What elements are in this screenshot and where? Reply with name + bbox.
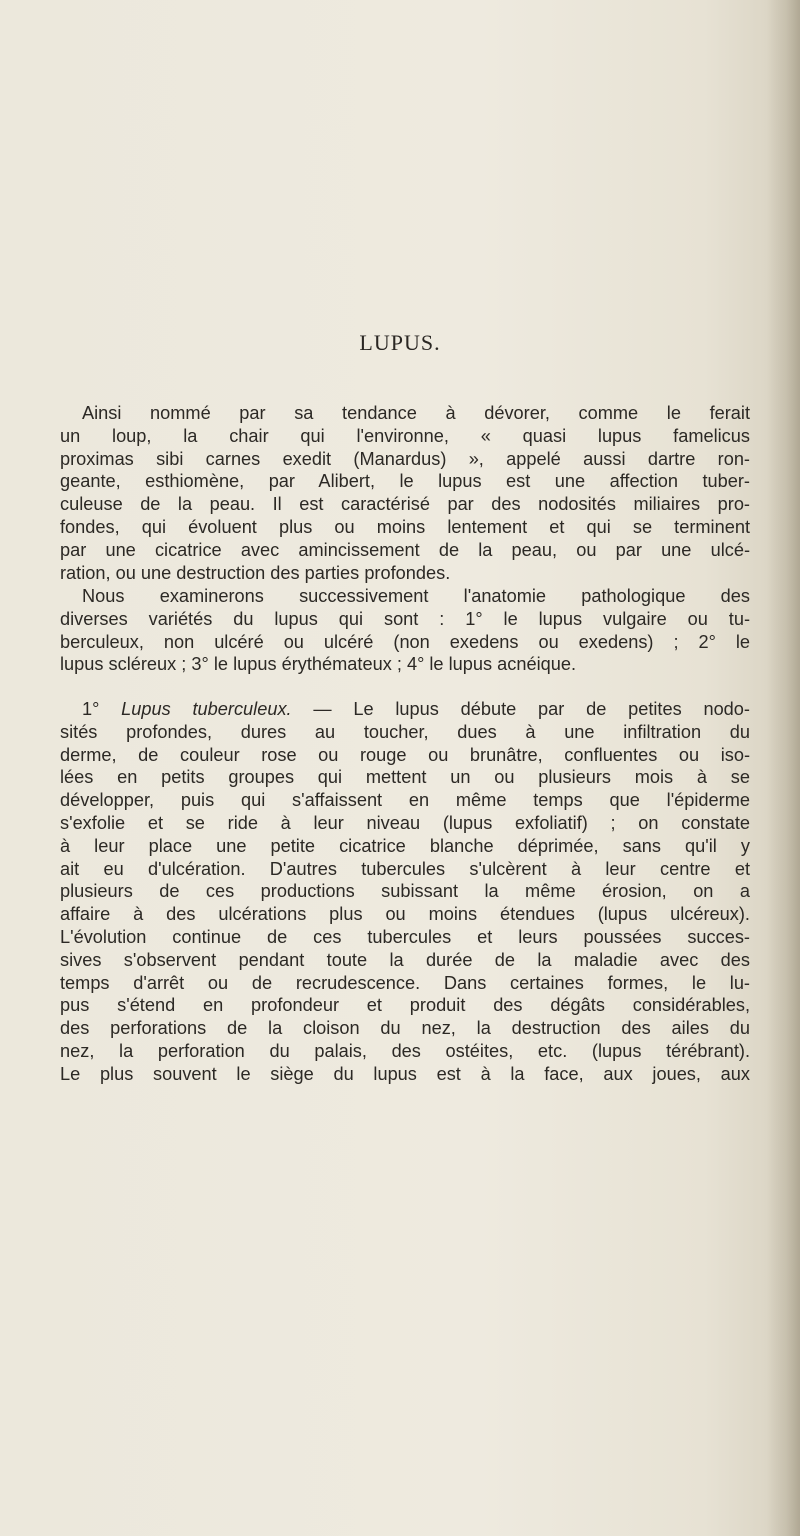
text-line: diverses variétés du lupus qui sont : 1° le lupus vulgaire ou tu- bbox=[60, 608, 750, 629]
text-line: par une cicatrice avec amincissement de la peau, ou par une ulcé- bbox=[60, 539, 750, 560]
text-line: affaire à des ulcérations plus ou moins étendues (lupus ulcéreux). bbox=[60, 904, 750, 925]
text-line: geante, esthiomène, par Alibert, le lupus est une affection tuber- bbox=[60, 471, 750, 492]
text-line: lupus scléreux ; 3° le lupus érythémateux ; 4° le lupus acnéique. bbox=[60, 654, 577, 675]
text-line: Ainsi nommé par sa tendance à dévorer, comme le ferait bbox=[82, 403, 750, 423]
text-line: culeuse de la peau. Il est caractérisé par des nodosités miliaires pro- bbox=[60, 494, 750, 515]
page-heading: LUPUS. bbox=[359, 330, 441, 355]
text-line: développer, puis qui s'affaissent en même temps que l'épiderme bbox=[60, 790, 750, 811]
text-line: fondes, qui évoluent plus ou moins lentement et qui se terminent bbox=[60, 516, 750, 537]
text-line: sives s'observent pendant toute la durée de la maladie avec des bbox=[60, 949, 750, 970]
text-line: s'exfolie et se ride à leur niveau (lupus exfoliatif) ; on constate bbox=[60, 812, 750, 833]
text-line: plusieurs de ces productions subissant la même érosion, on a bbox=[60, 881, 750, 902]
text-line: temps d'arrêt ou de recrudescence. Dans certaines formes, le lu- bbox=[60, 972, 750, 993]
section-number: 1° bbox=[82, 699, 100, 719]
paragraph-varieties bbox=[60, 585, 750, 676]
paragraph-lupus-tuberculeux bbox=[60, 698, 750, 1086]
text-line: pus s'étend en profondeur et produit des dégâts considérables, bbox=[60, 995, 750, 1016]
text-line: un loup, la chair qui l'environne, « quasi lupus famelicus bbox=[60, 425, 750, 446]
text-line: nez, la perforation du palais, des ostéites, etc. (lupus térébrant). bbox=[60, 1040, 750, 1061]
text-line: derme, de couleur rose ou rouge ou brunâtre, confluentes ou iso- bbox=[60, 744, 750, 765]
text-line: ait eu d'ulcération. D'autres tubercules s'ulcèrent à leur centre et bbox=[60, 858, 750, 879]
text-line: Nous examinerons successivement l'anatomie pathologique des bbox=[82, 586, 750, 606]
text-line: L'évolution continue de ces tubercules et leurs poussées succes- bbox=[60, 926, 750, 947]
text-line: à leur place une petite cicatrice blanche déprimée, sans qu'il y bbox=[60, 835, 750, 856]
text-line: berculeux, non ulcéré ou ulcéré (non exedens ou exedens) ; 2° le bbox=[60, 631, 750, 652]
paragraph-intro bbox=[60, 402, 750, 584]
text-line: sités profondes, dures au toucher, dues à une infiltration du bbox=[60, 721, 750, 742]
section-first-line bbox=[60, 698, 750, 721]
text-line: proximas sibi carnes exedit (Manardus) », appelé aussi dartre ron- bbox=[60, 448, 750, 469]
page-edge-shadow bbox=[766, 0, 800, 1536]
section-title: Lupus tuberculeux. bbox=[121, 699, 292, 719]
text-line: ration, ou une destruction des parties profondes. bbox=[60, 562, 451, 583]
text-line: des perforations de la cloison du nez, la destruction des ailes du bbox=[60, 1018, 750, 1039]
section-first-line-text: — Le lupus débute par de petites nodo- bbox=[313, 699, 750, 719]
text-line: Le plus souvent le siège du lupus est à la face, aux joues, aux bbox=[60, 1063, 750, 1084]
text-line: lées en petits groupes qui mettent un ou plusieurs mois à se bbox=[60, 767, 750, 788]
